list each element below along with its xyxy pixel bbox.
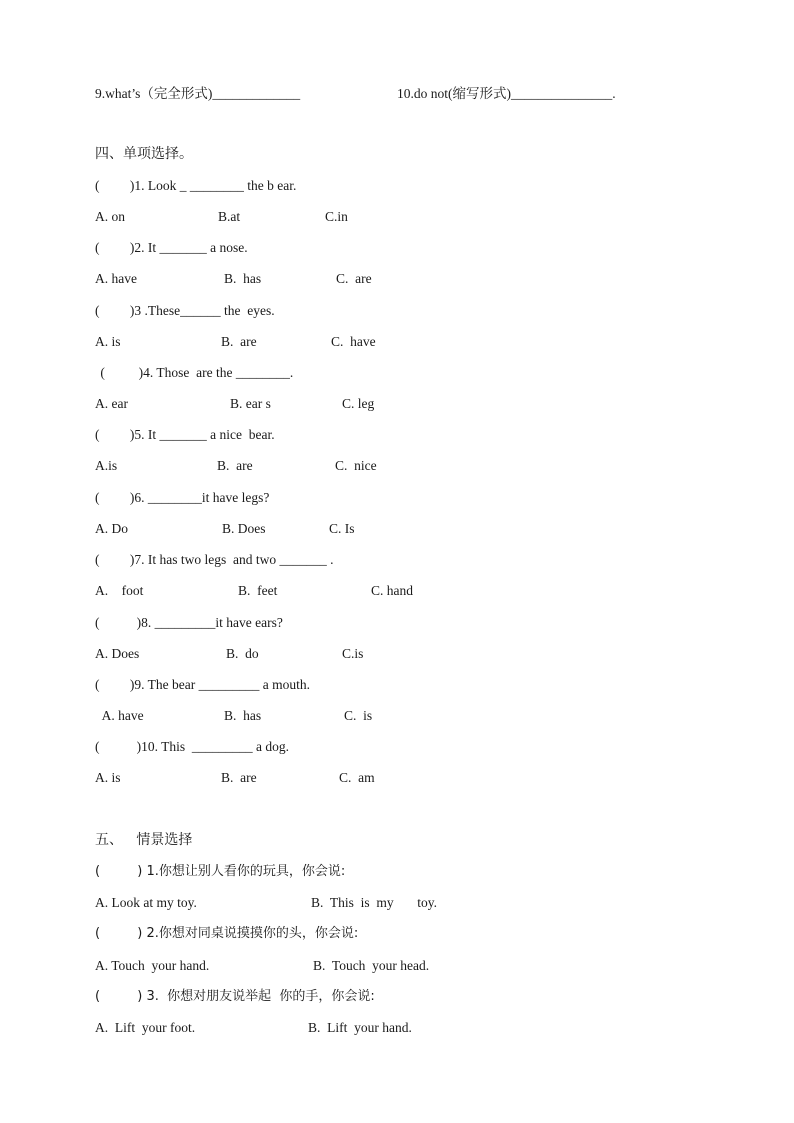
option-c: C. nice — [335, 458, 377, 473]
option-b: B. feet — [238, 583, 278, 598]
option-a: A. ear — [95, 396, 128, 411]
question-stem: ( )2. It _______ a nose. — [95, 240, 248, 255]
question-stem: ( )1. Look _ ________ the b ear. — [95, 178, 297, 193]
question-stem: ( )10. This _________ a dog. — [95, 739, 289, 754]
question-stem: ( )6. ________it have legs? — [95, 490, 270, 505]
question-stem: ( )5. It _______ a nice bear. — [95, 427, 275, 442]
question-stem: ( ) 2.你想对同桌说摸摸你的头，你会说: — [95, 926, 359, 941]
option-a: A. Does — [95, 646, 140, 661]
option-a: A. is — [95, 770, 121, 785]
option-b: B. This is my toy. — [311, 895, 438, 910]
option-c: C. am — [339, 770, 375, 785]
option-b: B. Does — [222, 521, 266, 536]
option-a: A. have — [95, 271, 137, 286]
question-stem: ( )9. The bear _________ a mouth. — [95, 677, 310, 692]
option-c: C. hand — [371, 583, 413, 598]
option-a: A. is — [95, 334, 121, 349]
section-4-title: 四、单项选择。 — [95, 146, 193, 162]
question-stem: ( )3 .These______ the eyes. — [95, 303, 275, 318]
option-b: B. are — [217, 458, 253, 473]
option-a: A. Look at my toy. — [95, 895, 197, 910]
question-stem: ( )8. _________it have ears? — [95, 615, 283, 630]
option-a: A. on — [95, 209, 125, 224]
option-c: C.is — [342, 646, 364, 661]
option-a: A. have — [99, 708, 144, 723]
question-stem: ( ) 1.你想让别人看你的玩具，你会说: — [95, 864, 346, 879]
option-c: C. is — [344, 708, 373, 723]
option-b: B. has — [224, 271, 262, 286]
item-9-whats-full-form: 9.what’s（完全形式)_____________ — [95, 86, 301, 101]
option-c: C.in — [325, 209, 348, 224]
option-b: B. Touch your head. — [313, 958, 430, 973]
option-a: A. Lift your foot. — [95, 1020, 196, 1035]
option-a: A.is — [95, 458, 118, 473]
option-b: B. are — [221, 770, 257, 785]
option-c: C. leg — [342, 396, 375, 411]
option-b: B. do — [226, 646, 259, 661]
option-a: A. Touch your hand. — [95, 958, 210, 973]
option-c: C. Is — [329, 521, 355, 536]
option-b: B. ear s — [230, 396, 271, 411]
section-5-title: 五、 情景选择 — [95, 832, 193, 848]
question-stem: ( )7. It has two legs and two _______ . — [95, 552, 334, 567]
option-c: C. are — [336, 271, 372, 286]
option-a: A. Do — [95, 521, 128, 536]
option-b: B. Lift your hand. — [308, 1020, 412, 1035]
question-stem: ( )4. Those are the ________. — [97, 365, 294, 380]
option-b: B. has — [224, 708, 262, 723]
option-a: A. foot — [95, 583, 144, 598]
option-b: B.at — [218, 209, 241, 224]
question-stem: ( ) 3. 你想对朋友说举起 你的手，你会说: — [95, 989, 375, 1004]
item-10-do-not-short-form: 10.do not(缩写形式)_______________. — [397, 86, 616, 101]
option-c: C. have — [331, 334, 376, 349]
option-b: B. are — [221, 334, 257, 349]
